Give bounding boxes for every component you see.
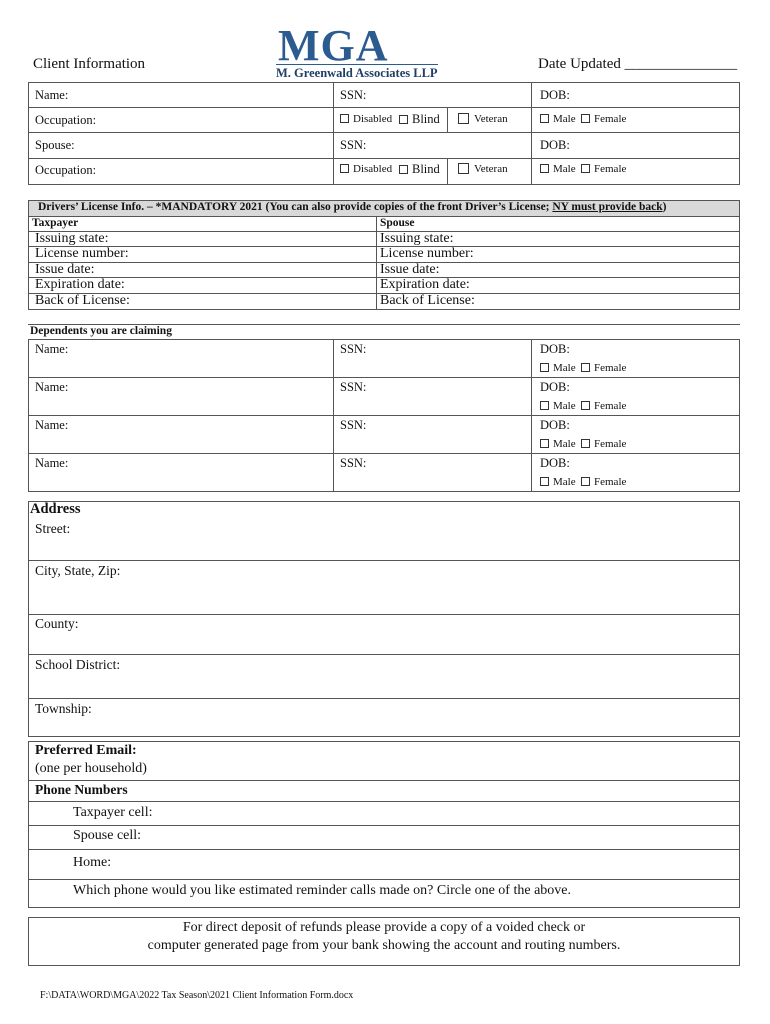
- spouse-male-checkbox[interactable]: [540, 163, 576, 175]
- spouse-issue-date-field[interactable]: Issue date:: [380, 262, 440, 277]
- spouse-veteran-checkbox[interactable]: [458, 163, 508, 175]
- label: Male: [553, 400, 576, 412]
- checkbox-icon: [581, 401, 590, 410]
- street-field[interactable]: Street:: [35, 521, 71, 536]
- dependents-header: Dependents you are claiming: [30, 325, 172, 337]
- spouse-female-checkbox[interactable]: [581, 163, 626, 175]
- label: Female: [594, 438, 627, 450]
- label: Male: [553, 163, 576, 175]
- taxpayer-cell-field[interactable]: Taxpayer cell:: [73, 805, 153, 820]
- label: Female: [594, 113, 627, 125]
- spouse-dl-label: Spouse: [380, 217, 415, 229]
- direct-deposit-line-1: For direct deposit of refunds please provide a copy of a voided check or: [182, 920, 586, 935]
- dependent-1-female-checkbox[interactable]: [581, 362, 626, 374]
- spouse-back-of-license-field[interactable]: Back of License:: [380, 293, 475, 308]
- dependent-1-dob-field[interactable]: DOB:: [540, 342, 570, 356]
- dependent-3-name-field[interactable]: Name:: [35, 418, 69, 432]
- dependent-2-female-checkbox[interactable]: [581, 400, 626, 412]
- label: Veteran: [474, 113, 508, 125]
- header-end: ): [662, 201, 667, 213]
- dependent-3-dob-field[interactable]: DOB:: [540, 418, 570, 432]
- label: Disabled: [353, 113, 393, 125]
- label: Blind: [412, 162, 440, 176]
- client-male-checkbox[interactable]: [540, 113, 576, 125]
- checkbox-icon: [540, 164, 549, 173]
- client-ssn-field[interactable]: SSN:: [340, 88, 367, 102]
- label: Male: [553, 362, 576, 374]
- dependent-1-ssn-field[interactable]: SSN:: [340, 342, 367, 356]
- direct-deposit-line-2: computer generated page from your bank showing the account and routing numbers.: [147, 938, 621, 953]
- date-updated-field[interactable]: _______________: [624, 56, 738, 72]
- dependent-2-dob-field[interactable]: DOB:: [540, 380, 570, 394]
- dependent-2-male-checkbox[interactable]: [540, 400, 576, 412]
- label: Blind: [412, 112, 440, 126]
- date-updated-text: Date Updated: [538, 56, 621, 72]
- checkbox-icon: [581, 164, 590, 173]
- client-blind-checkbox[interactable]: [399, 112, 440, 127]
- spouse-disabled-checkbox[interactable]: [340, 163, 392, 175]
- checkbox-icon: [540, 439, 549, 448]
- logo-text: MGA: [278, 21, 389, 70]
- phone-numbers-title: Phone Numbers: [35, 782, 128, 797]
- dependent-4-male-checkbox[interactable]: [540, 476, 576, 488]
- spouse-issuing-state-field[interactable]: Issuing state:: [380, 231, 454, 246]
- header-text: Drivers’ License Info. – *MANDATORY 2021 (You can also provide copies of the front Driver’s License;: [38, 201, 553, 213]
- dependent-4-name-field[interactable]: Name:: [35, 456, 69, 470]
- address-title: Address: [30, 501, 81, 517]
- dependent-4-ssn-field[interactable]: SSN:: [340, 456, 367, 470]
- checkbox-icon: [540, 401, 549, 410]
- checkbox-icon: [581, 477, 590, 486]
- taxpayer-back-of-license-field[interactable]: Back of License:: [35, 293, 130, 308]
- date-updated-label: [538, 56, 737, 73]
- label: Female: [594, 163, 627, 175]
- checkbox-icon: [399, 165, 408, 174]
- label: Male: [553, 438, 576, 450]
- client-female-checkbox[interactable]: [581, 113, 626, 125]
- taxpayer-expiration-date-field[interactable]: Expiration date:: [35, 277, 125, 292]
- spouse-cell-field[interactable]: Spouse cell:: [73, 828, 142, 843]
- checkbox-icon: [581, 439, 590, 448]
- checkbox-icon: [540, 363, 549, 372]
- section-title: Client Information: [33, 56, 146, 72]
- reminder-question: Which phone would you like estimated reminder calls made on? Circle one of the above.: [73, 883, 572, 898]
- label: Female: [594, 476, 627, 488]
- checkbox-icon: [581, 114, 590, 123]
- taxpayer-issue-date-field[interactable]: Issue date:: [35, 262, 95, 277]
- spouse-ssn-field[interactable]: SSN:: [340, 138, 367, 152]
- taxpayer-label: Taxpayer: [32, 217, 79, 229]
- checkbox-icon: [540, 114, 549, 123]
- logo-subtitle: M. Greenwald Associates LLP: [276, 66, 438, 80]
- label: Veteran: [474, 163, 508, 175]
- drivers-license-header-text: [38, 201, 666, 213]
- client-occupation-field[interactable]: Occupation:: [35, 113, 97, 127]
- client-disabled-checkbox[interactable]: [340, 113, 392, 125]
- checkbox-icon: [581, 363, 590, 372]
- taxpayer-license-number-field[interactable]: License number:: [35, 246, 129, 261]
- checkbox-icon: [458, 163, 469, 174]
- spouse-blind-checkbox[interactable]: [399, 162, 440, 177]
- dependent-4-dob-field[interactable]: DOB:: [540, 456, 570, 470]
- school-district-field[interactable]: School District:: [35, 657, 121, 672]
- dependent-3-male-checkbox[interactable]: [540, 438, 576, 450]
- checkbox-icon: [340, 164, 349, 173]
- client-veteran-checkbox[interactable]: [458, 113, 508, 125]
- township-field[interactable]: Township:: [35, 701, 92, 716]
- spouse-occupation-field[interactable]: Occupation:: [35, 163, 97, 177]
- dependent-4-female-checkbox[interactable]: [581, 476, 626, 488]
- client-name-field[interactable]: Name:: [35, 88, 69, 102]
- checkbox-icon: [540, 477, 549, 486]
- footer-file-path: F:\DATA\WORD\MGA\2022 Tax Season\2021 Client Information Form.docx: [40, 990, 354, 1001]
- spouse-expiration-date-field[interactable]: Expiration date:: [380, 277, 470, 292]
- email-note: (one per household): [35, 761, 147, 776]
- checkbox-icon: [340, 114, 349, 123]
- client-dob-field[interactable]: DOB:: [540, 88, 570, 102]
- label: Female: [594, 362, 627, 374]
- checkbox-icon: [458, 113, 469, 124]
- preferred-email-field[interactable]: Preferred Email:: [35, 743, 137, 758]
- taxpayer-issuing-state-field[interactable]: Issuing state:: [35, 231, 109, 246]
- dependent-2-ssn-field[interactable]: SSN:: [340, 380, 367, 394]
- dependent-3-ssn-field[interactable]: SSN:: [340, 418, 367, 432]
- logo: [276, 21, 443, 80]
- header-underlined: NY must provide back: [552, 201, 663, 213]
- spouse-name-field[interactable]: Spouse:: [35, 138, 75, 152]
- label: Female: [594, 400, 627, 412]
- address-table: [28, 501, 740, 737]
- spouse-dob-field[interactable]: DOB:: [540, 138, 570, 152]
- dependent-3-female-checkbox[interactable]: [581, 438, 626, 450]
- home-phone-field[interactable]: Home:: [73, 855, 112, 870]
- dependent-1-name-field[interactable]: Name:: [35, 342, 69, 356]
- label: Male: [553, 113, 576, 125]
- label: Disabled: [353, 163, 393, 175]
- dependent-2-name-field[interactable]: Name:: [35, 380, 69, 394]
- checkbox-icon: [399, 115, 408, 124]
- county-field[interactable]: County:: [35, 616, 79, 631]
- label: Male: [553, 476, 576, 488]
- dependent-1-male-checkbox[interactable]: [540, 362, 576, 374]
- spouse-license-number-field[interactable]: License number:: [380, 246, 474, 261]
- city-state-zip-field[interactable]: City, State, Zip:: [35, 563, 121, 578]
